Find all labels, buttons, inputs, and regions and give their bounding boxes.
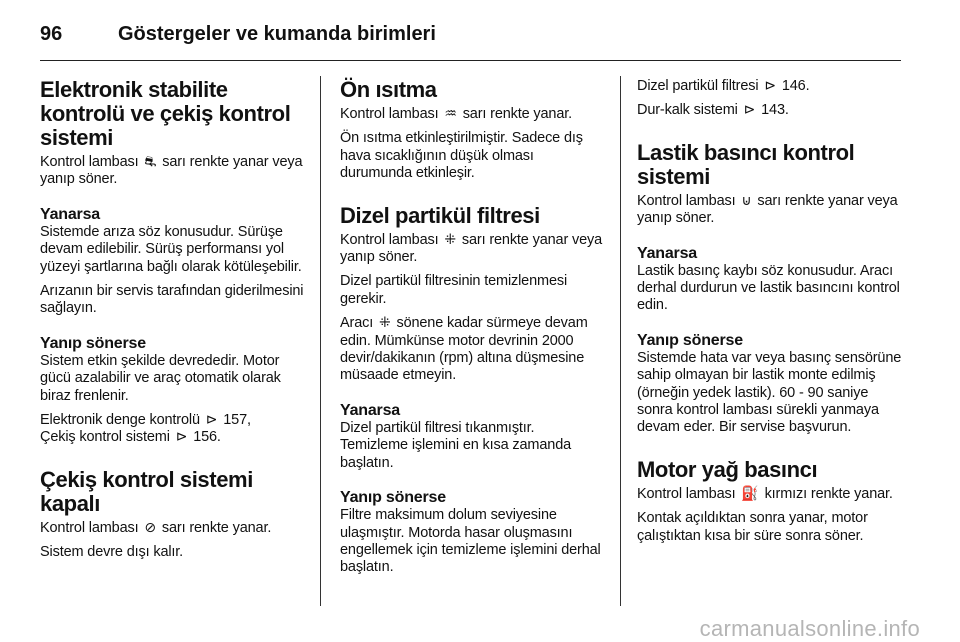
ref-stopstart-page[interactable]: 143. — [761, 102, 789, 119]
dpf-filter-icon: ⁜ — [444, 230, 456, 247]
oil-can-icon: ⛽ — [741, 484, 759, 501]
esc-intro-post: sarı renkte yanar veya yanıp söner. — [40, 154, 303, 188]
ref-tc-label: Çekiş kontrol sistemi — [40, 429, 170, 446]
page-header — [40, 14, 900, 54]
preheat-intro — [340, 106, 605, 123]
column-3 — [637, 78, 903, 552]
esc-intro-pre: Kontrol lambası — [40, 154, 139, 170]
watermark: carmanualsonline.info — [699, 616, 920, 641]
header-divider — [40, 60, 901, 61]
esp-off-icon: ⊘ — [144, 518, 156, 535]
dpf-text-3 — [340, 315, 605, 385]
tpms-flash-text: Sistemde hata var veya basınç sensörüne sahip olmayan bir lastik monte edilmiş (örneğin yedek lastik). 60 - 90 saniye sonra kontrol lambası sürekli yanmaya devam eder. Bir servise başvurun. — [637, 349, 902, 436]
tc-off-pre: Kontrol lambası — [40, 519, 139, 536]
stopstart-reference — [637, 102, 903, 119]
heading-dpf-flash: Yanıp sönerse — [340, 489, 446, 507]
esp-warning-icon: ⛐ — [144, 153, 157, 169]
page-ref-arrow-icon: ⊳ — [743, 101, 756, 118]
dpf-filter-icon: ⁜ — [378, 314, 391, 331]
ref-esc-page[interactable]: 157, — [223, 412, 251, 429]
dpf-reference — [637, 78, 903, 95]
preheat-text: Ön ısıtma etkinleştirilmiştir. Sadece dış hava sıcaklığının düşük olması durumunda etkinleşir. — [340, 130, 583, 182]
column-2 — [340, 78, 605, 584]
page-ref-arrow-icon: ⊳ — [764, 77, 776, 93]
tpms-pre: Kontrol lambası — [637, 192, 736, 209]
heading-esc-flash: Yanıp sönerse — [40, 334, 146, 352]
ref-dpf-page[interactable]: 146. — [781, 78, 810, 94]
column-divider-1 — [320, 76, 321, 606]
oil-pre: Kontrol lambası — [637, 485, 736, 502]
dpf-pre: Kontrol lambası — [340, 231, 439, 248]
heading-esc-lit: Yanarsa — [40, 205, 100, 223]
heading-tpms-flash: Yanıp sönerse — [637, 331, 743, 349]
oil-post: kırmızı renkte yanar. — [764, 485, 893, 502]
heading-dpf: Dizel partikül filtresi — [340, 202, 540, 228]
esc-lit-text-2: Arızanın bir servis tarafından giderilmesini sağlayın. — [40, 283, 304, 317]
heading-dpf-lit: Yanarsa — [340, 401, 400, 419]
page-number: 96 — [40, 22, 63, 45]
tire-pressure-icon: ⊍ — [741, 191, 752, 208]
dpf3-pre: Aracı — [340, 315, 374, 332]
heading-tc-off: Çekiş kontrol sistemi kapalı — [40, 466, 253, 516]
page-ref-arrow-icon: ⊳ — [175, 428, 188, 445]
oil-intro — [637, 486, 903, 503]
oil-text: Kontak açıldıktan sonra yanar, motor çalıştıktan kısa bir süre sonra söner. — [637, 510, 868, 544]
heading-oil: Motor yağ basıncı — [637, 456, 818, 482]
tc-off-post: sarı renkte yanar. — [161, 519, 272, 536]
ref-stopstart-label: Dur-kalk sistemi — [637, 102, 738, 119]
esc-lit-text-1: Sistemde arıza söz konusudur. Sürüşe devam edilebilir. Sürüş performansı yol yüzeyi şartlarına bağlı olarak kötüleşebilir. — [40, 223, 302, 275]
heading-esc: Elektronik stabilite kontrolü ve çekiş kontrol sistemi — [40, 77, 291, 150]
preheat-post: sarı renkte yanar. — [462, 106, 573, 122]
tc-off-intro — [40, 520, 308, 537]
tc-off-text: Sistem devre dışı kalır. — [40, 544, 184, 561]
esc-intro — [40, 154, 308, 189]
dpf-lit-text: Dizel partikül filtresi tıkanmıştır. Temizleme işlemini en kısa zamanda başlatın. — [340, 419, 572, 471]
tpms-post: sarı renkte yanar veya yanıp söner. — [637, 192, 898, 227]
heading-tpms: Lastik basıncı kontrol sistemi — [637, 139, 855, 189]
column-1 — [40, 78, 308, 569]
tpms-lit-text: Lastik basınç kaybı söz konusudur. Aracı derhal durdurun ve lastik basıncını kontrol edin. — [637, 262, 900, 314]
heading-preheat: Ön ısıtma — [340, 77, 437, 102]
preheat-coil-icon: ♒ — [444, 105, 457, 121]
esc-flash-text: Sistem etkin şekilde devrededir. Motor gücü azalabilir ve araç otomatik olarak biraz frenlenir. — [40, 352, 281, 404]
column-divider-2 — [620, 76, 621, 606]
dpf-text-2: Dizel partikül filtresinin temizlenmesi gerekir. — [340, 273, 568, 307]
esc-references — [40, 412, 308, 447]
dpf3-post: sönene kadar sürmeye devam edin. Mümkünse motor devrinin 2000 devir/dakikanın (rpm) altına düşmesine müsaade etmeyin. — [340, 315, 588, 384]
dpf-post: sarı renkte yanar veya yanıp söner. — [340, 231, 603, 266]
preheat-pre: Kontrol lambası — [340, 106, 439, 122]
ref-tc-page[interactable]: 156. — [193, 429, 221, 446]
heading-tpms-lit: Yanarsa — [637, 244, 697, 262]
ref-esc-label: Elektronik denge kontrolü — [40, 412, 200, 429]
tpms-intro — [637, 193, 903, 228]
ref-dpf-label: Dizel partikül filtresi — [637, 78, 759, 94]
dpf-flash-text: Filtre maksimum dolum seviyesine ulaşmıştır. Motorda hasar oluşmasını engellemek için temizleme işlemini derhal başlatın. — [340, 507, 601, 576]
page-ref-arrow-icon: ⊳ — [205, 411, 218, 428]
dpf-intro — [340, 232, 605, 267]
page-title: Göstergeler ve kumanda birimleri — [118, 22, 436, 45]
